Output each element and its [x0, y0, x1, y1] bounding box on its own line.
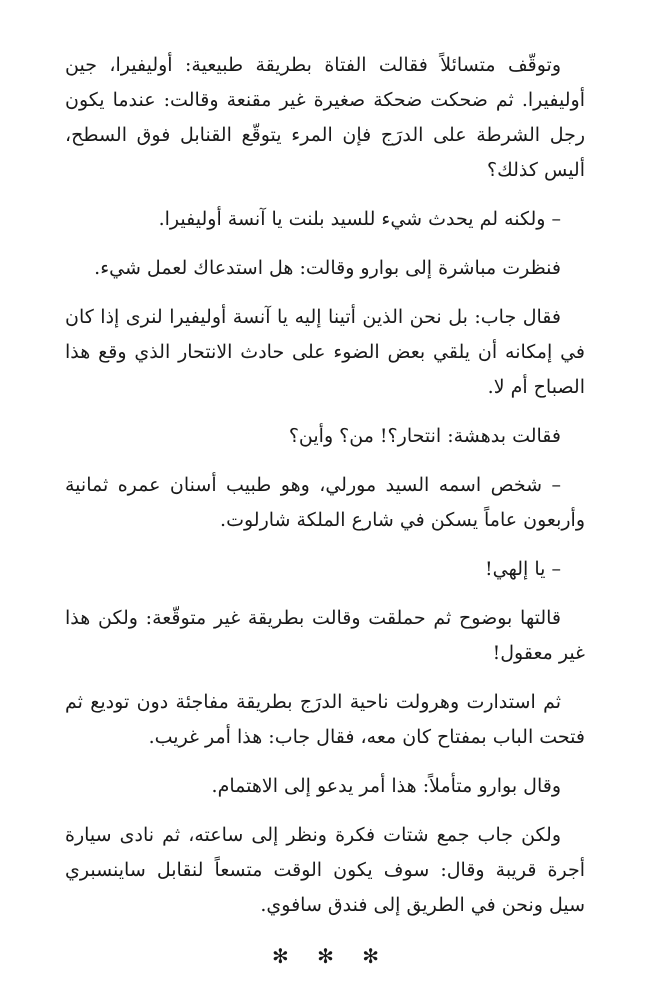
asterisk-ornament-icon: ✻: [271, 944, 289, 968]
asterisk-ornament-icon: ✻: [362, 944, 379, 968]
paragraph-2: – ولكنه لم يحدث شيء للسيد بلنت يا آنسة أوليفيرا.: [158, 208, 561, 230]
section-separator: [0, 944, 651, 968]
paragraph-8: قالتها بوضوح ثم حملقت وقالت بطريقة غير متوقّعة: ولكن هذا غير معقول!: [65, 607, 585, 664]
paragraph-5: فقالت بدهشة: انتحار؟! من؟ وأين؟: [288, 425, 561, 447]
paragraph-3: فنظرت مباشرة إلى بوارو وقالت: هل استدعاك لعمل شيء.: [94, 257, 561, 279]
paragraph-7: – يا إلهي!: [485, 558, 561, 580]
paragraph-1: وتوقّف متسائلاً فقالت الفتاة بطريقة طبيعية: أوليفيرا، جين أوليفيرا. ثم ضحكت ضحكة صغيرة غير مقنعة وقالت: عندما يكون رجل الشرطة على الدرَج فإن المرء يتوقّع القنابل فوق السطح، أليس كذلك؟: [65, 54, 585, 181]
paragraph-6: – شخص اسمه السيد مورلي، وهو طبيب أسنان عمره ثمانية وأربعون عاماً يسكن في شارع الملكة شارلوت.: [65, 474, 585, 531]
asterisk-ornament-icon: ✻: [317, 944, 334, 968]
book-page-text: [65, 48, 585, 937]
paragraph-10: وقال بوارو متأملاً: هذا أمر يدعو إلى الاهتمام.: [211, 775, 561, 797]
paragraph-11: ولكن جاب جمع شتات فكرة ونظر إلى ساعته، ثم نادى سيارة أجرة قريبة وقال: سوف يكون الوقت متسعاً لنقابل ساينسبري سيل ونحن في الطريق إلى فندق سافوي.: [65, 824, 585, 916]
paragraph-4: فقال جاب: بل نحن الذين أتينا إليه يا آنسة أوليفيرا لنرى إذا كان في إمكانه أن يلقي بعض الضوء على حادث الانتحار الذي وقع هذا الصباح أم لا.: [65, 306, 585, 398]
paragraph-9: ثم استدارت وهرولت ناحية الدرَج بطريقة مفاجئة دون توديع ثم فتحت الباب بمفتاح كان معه، فقال جاب: هذا أمر غريب.: [65, 691, 585, 748]
